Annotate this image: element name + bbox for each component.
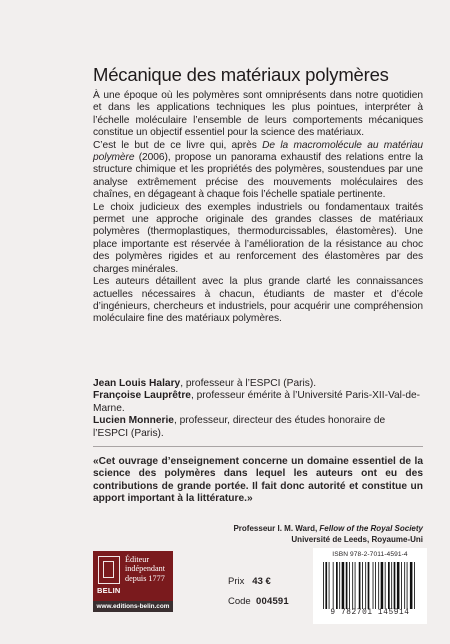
attribution-institution: Université de Leeds, Royaume-Uni: [291, 534, 423, 544]
previous-book-title: De la macromolécule au matériau polymère: [93, 139, 424, 164]
publisher-url: www.editions-belin.com: [93, 601, 173, 612]
barcode-digits: 9 782701 145914: [330, 609, 410, 617]
code-label: Code: [228, 596, 251, 607]
tagline-line: depuis 1777: [125, 573, 165, 583]
paragraph-purpose-end: (2006), propose un panorama exhaustif des relations entre la structure chimique et les propriétés des polymères, soustendues par une analyse extrêmement précise des mouvements moléculaires des chaînes, en dégageant à chaque fois l’échelle spatiale pertinente.: [93, 152, 423, 201]
price: [228, 576, 271, 587]
divider: [93, 446, 423, 447]
author-name: Lucien Monnerie: [93, 415, 174, 427]
code-value: 004591: [256, 596, 289, 607]
author-role: , professeur à l’ESPCI (Paris).: [180, 378, 317, 389]
author-item: [93, 390, 423, 415]
author-role: , professeur émérite à l’Université Paris-XII-Val-de-Marne.: [93, 390, 421, 414]
paragraph-audience: Les auteurs détaillent avec la plus grande clarté les connaissances actuelles nécessaires à chacun, étudiants de master et d’école d’ingénieurs, chercheurs et industriels, pour acquérir une compréhension moléculaire fine des matériaux polymères.: [93, 276, 423, 325]
publisher-emblem-icon: [98, 556, 120, 584]
author-name: Françoise Lauprêtre: [93, 390, 191, 402]
paragraph-purpose-start: C’est le but de ce livre qui, après: [93, 139, 263, 151]
attribution-name: Professeur I. M. Ward,: [233, 524, 320, 533]
quote-attribution: [93, 524, 423, 545]
paragraph-intro: À une époque où les polymères sont omniprésents dans notre quotidien et dans les applications techniques les plus pointues, interpréter à l’échelle moléculaire l’ensemble de leurs comportements mécaniques constitue un objectif essentiel pour la science des matériaux.: [93, 90, 423, 139]
author-item: [93, 378, 423, 390]
paragraph-examples: Le choix judicieux des exemples industriels ou fondamentaux traités permet une approche originale des grandes classes de matériaux polymères (thermoplastiques, thermodurcissables, élastomères). Une place importante est réservée à l’amélioration de la résistance au choc des polymères rigides et au renforcement des élastomères par des charges minérales.: [93, 201, 423, 275]
product-code: [228, 596, 289, 607]
review-quote: «Cet ouvrage d’enseignement concerne un domaine essentiel de la science des polymères dans lequel les auteurs ont eu des contributions de grande portée. Il fait donc autorité et constitue un apport important à la littérature.»: [93, 456, 423, 505]
publisher-name: BELIN: [97, 586, 121, 595]
description: [93, 90, 423, 326]
paragraph-purpose: [93, 140, 423, 202]
author-name: Jean Louis Halary: [93, 378, 181, 389]
publisher-tagline: [125, 555, 171, 583]
tagline-line: Éditeur: [125, 555, 150, 564]
isbn-number: ISBN 978-2-7011-4591-4: [332, 551, 408, 558]
author-role: , professeur, directeur des études honoraire de l’ESPCI (Paris).: [93, 415, 386, 439]
tagline-line: indépendant: [125, 564, 166, 574]
attribution-author: [93, 524, 423, 535]
isbn-barcode: [313, 548, 427, 624]
authors-list: [93, 378, 423, 440]
book-title: Mécanique des matériaux polymères: [93, 64, 389, 85]
price-label: Prix: [228, 576, 245, 587]
barcode-icon: [323, 562, 421, 609]
publisher-logo: [93, 551, 173, 601]
attribution-title: Fellow of the Royal Society: [319, 524, 423, 533]
author-item: [93, 415, 423, 440]
price-value: 43 €: [252, 576, 271, 587]
